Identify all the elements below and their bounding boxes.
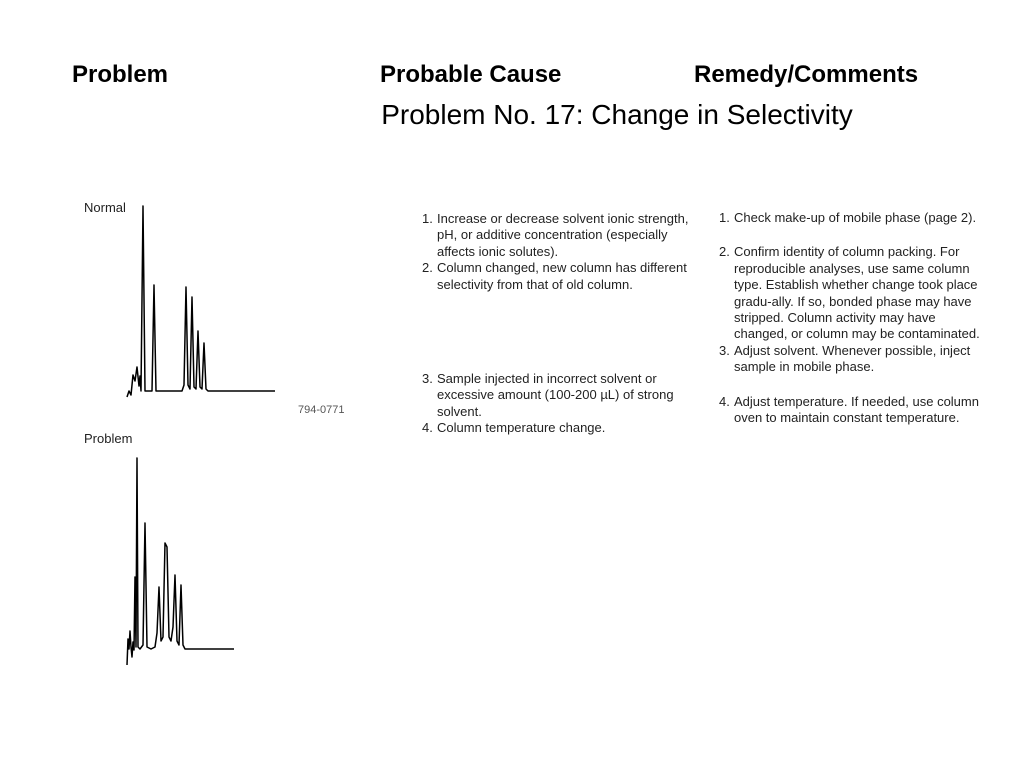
column-header-problem: Problem bbox=[72, 61, 169, 88]
probable-cause-list bbox=[422, 211, 702, 437]
normal-chromatogram-trace bbox=[127, 206, 275, 397]
remedy-text: Adjust solvent. Whenever possible, inject sample in mobile phase. bbox=[734, 342, 971, 375]
remedy-list bbox=[719, 210, 989, 426]
cause-item bbox=[422, 371, 702, 420]
problem-chromatogram bbox=[122, 457, 237, 669]
cause-item bbox=[422, 420, 702, 436]
remedy-number: 1. bbox=[719, 210, 730, 225]
chromatogram-label-problem: Problem bbox=[84, 431, 133, 446]
remedy-item bbox=[719, 210, 989, 226]
remedy-item bbox=[719, 394, 989, 427]
remedy-number: 2. bbox=[719, 244, 730, 260]
column-header-remedy-comments: Remedy/Comments bbox=[694, 61, 919, 88]
cause-text: Column changed, new column has different selectivity from that of old column. bbox=[437, 260, 687, 292]
chromatogram-label-normal: Normal bbox=[84, 200, 126, 215]
slide-title: Problem No. 17: Change in Selectivity bbox=[381, 99, 853, 130]
column-header-probable-cause: Probable Cause bbox=[380, 61, 562, 88]
remedy-text: Check make-up of mobile phase (page 2). bbox=[734, 210, 977, 225]
cause-number: 4. bbox=[422, 420, 433, 436]
figure-id: 794-0771 bbox=[298, 404, 345, 416]
cause-number: 3. bbox=[422, 371, 433, 387]
normal-chromatogram bbox=[124, 205, 279, 401]
cause-number: 1. bbox=[422, 211, 433, 226]
cause-number: 2. bbox=[422, 260, 433, 276]
remedy-item bbox=[719, 244, 989, 342]
cause-text: Increase or decrease solvent ionic strength, pH, or additive concentration (especially affects ionic solutes). bbox=[437, 211, 689, 259]
remedy-number: 3. bbox=[719, 342, 730, 358]
problem-chromatogram-trace bbox=[127, 458, 234, 665]
remedy-text: Confirm identity of column packing. For reproducible analyses, use same column type. Establish whether change took place gradu-ally. If so, bonded phase may have stripped. Column activity may have changed, or column may be contaminated. bbox=[734, 244, 980, 342]
cause-text: Column temperature change. bbox=[437, 420, 606, 436]
cause-item bbox=[422, 260, 702, 293]
cause-text: Sample injected in incorrect solvent or excessive amount (100-200 µL) of strong solvent. bbox=[437, 371, 674, 419]
remedy-item bbox=[719, 343, 989, 376]
remedy-number: 4. bbox=[719, 393, 730, 409]
cause-item bbox=[422, 211, 702, 260]
remedy-text: Adjust temperature. If needed, use column oven to maintain constant temperature. bbox=[734, 393, 979, 426]
